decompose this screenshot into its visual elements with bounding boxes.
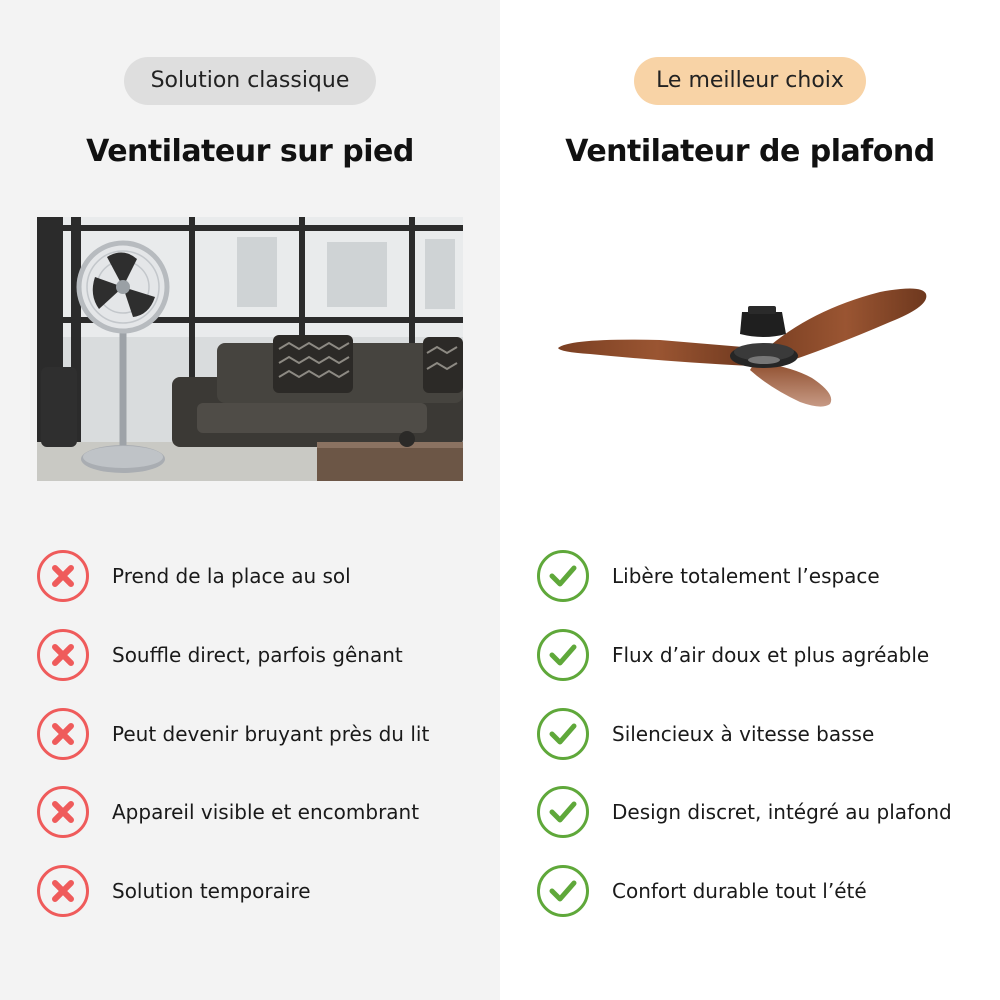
- list-item: [36, 864, 496, 918]
- ceiling-fan-title: Ventilateur de plafond: [565, 134, 935, 169]
- drawback-text: Souffle direct, parfois gênant: [112, 643, 403, 667]
- badge-best-choice: Le meilleur choix: [634, 57, 866, 105]
- list-item: [36, 785, 496, 839]
- standing-fan-living-room-photo: [37, 217, 463, 481]
- benefit-text: Libère totalement l’espace: [612, 564, 880, 588]
- check-icon: [536, 864, 590, 918]
- list-item: [536, 628, 996, 682]
- list-item: [536, 549, 996, 603]
- benefit-text: Silencieux à vitesse basse: [612, 722, 875, 746]
- check-icon: [536, 549, 590, 603]
- standing-fan-title: Ventilateur sur pied: [86, 134, 414, 169]
- list-item: [536, 864, 996, 918]
- check-icon: [536, 707, 590, 761]
- cross-icon: [36, 628, 90, 682]
- list-item: [536, 707, 996, 761]
- benefit-text: Confort durable tout l’été: [612, 879, 867, 903]
- comparison-column-ceiling-fan: [500, 0, 1000, 1000]
- cross-icon: [36, 864, 90, 918]
- check-icon: [536, 785, 590, 839]
- cross-icon: [36, 785, 90, 839]
- drawback-text: Peut devenir bruyant près du lit: [112, 722, 430, 746]
- drawback-text: Appareil visible et encombrant: [112, 800, 420, 824]
- list-item: [36, 549, 496, 603]
- badge-classic-solution: Solution classique: [124, 57, 376, 105]
- list-item: [536, 785, 996, 839]
- cross-icon: [36, 707, 90, 761]
- list-item: [36, 707, 496, 761]
- drawback-text: Prend de la place au sol: [112, 564, 351, 588]
- cross-icon: [36, 549, 90, 603]
- ceiling-fan-product-photo: [550, 270, 950, 430]
- list-item: [36, 628, 496, 682]
- drawback-text: Solution temporaire: [112, 879, 311, 903]
- benefit-text: Flux d’air doux et plus agréable: [612, 643, 930, 667]
- check-icon: [536, 628, 590, 682]
- benefit-text: Design discret, intégré au plafond: [612, 800, 952, 824]
